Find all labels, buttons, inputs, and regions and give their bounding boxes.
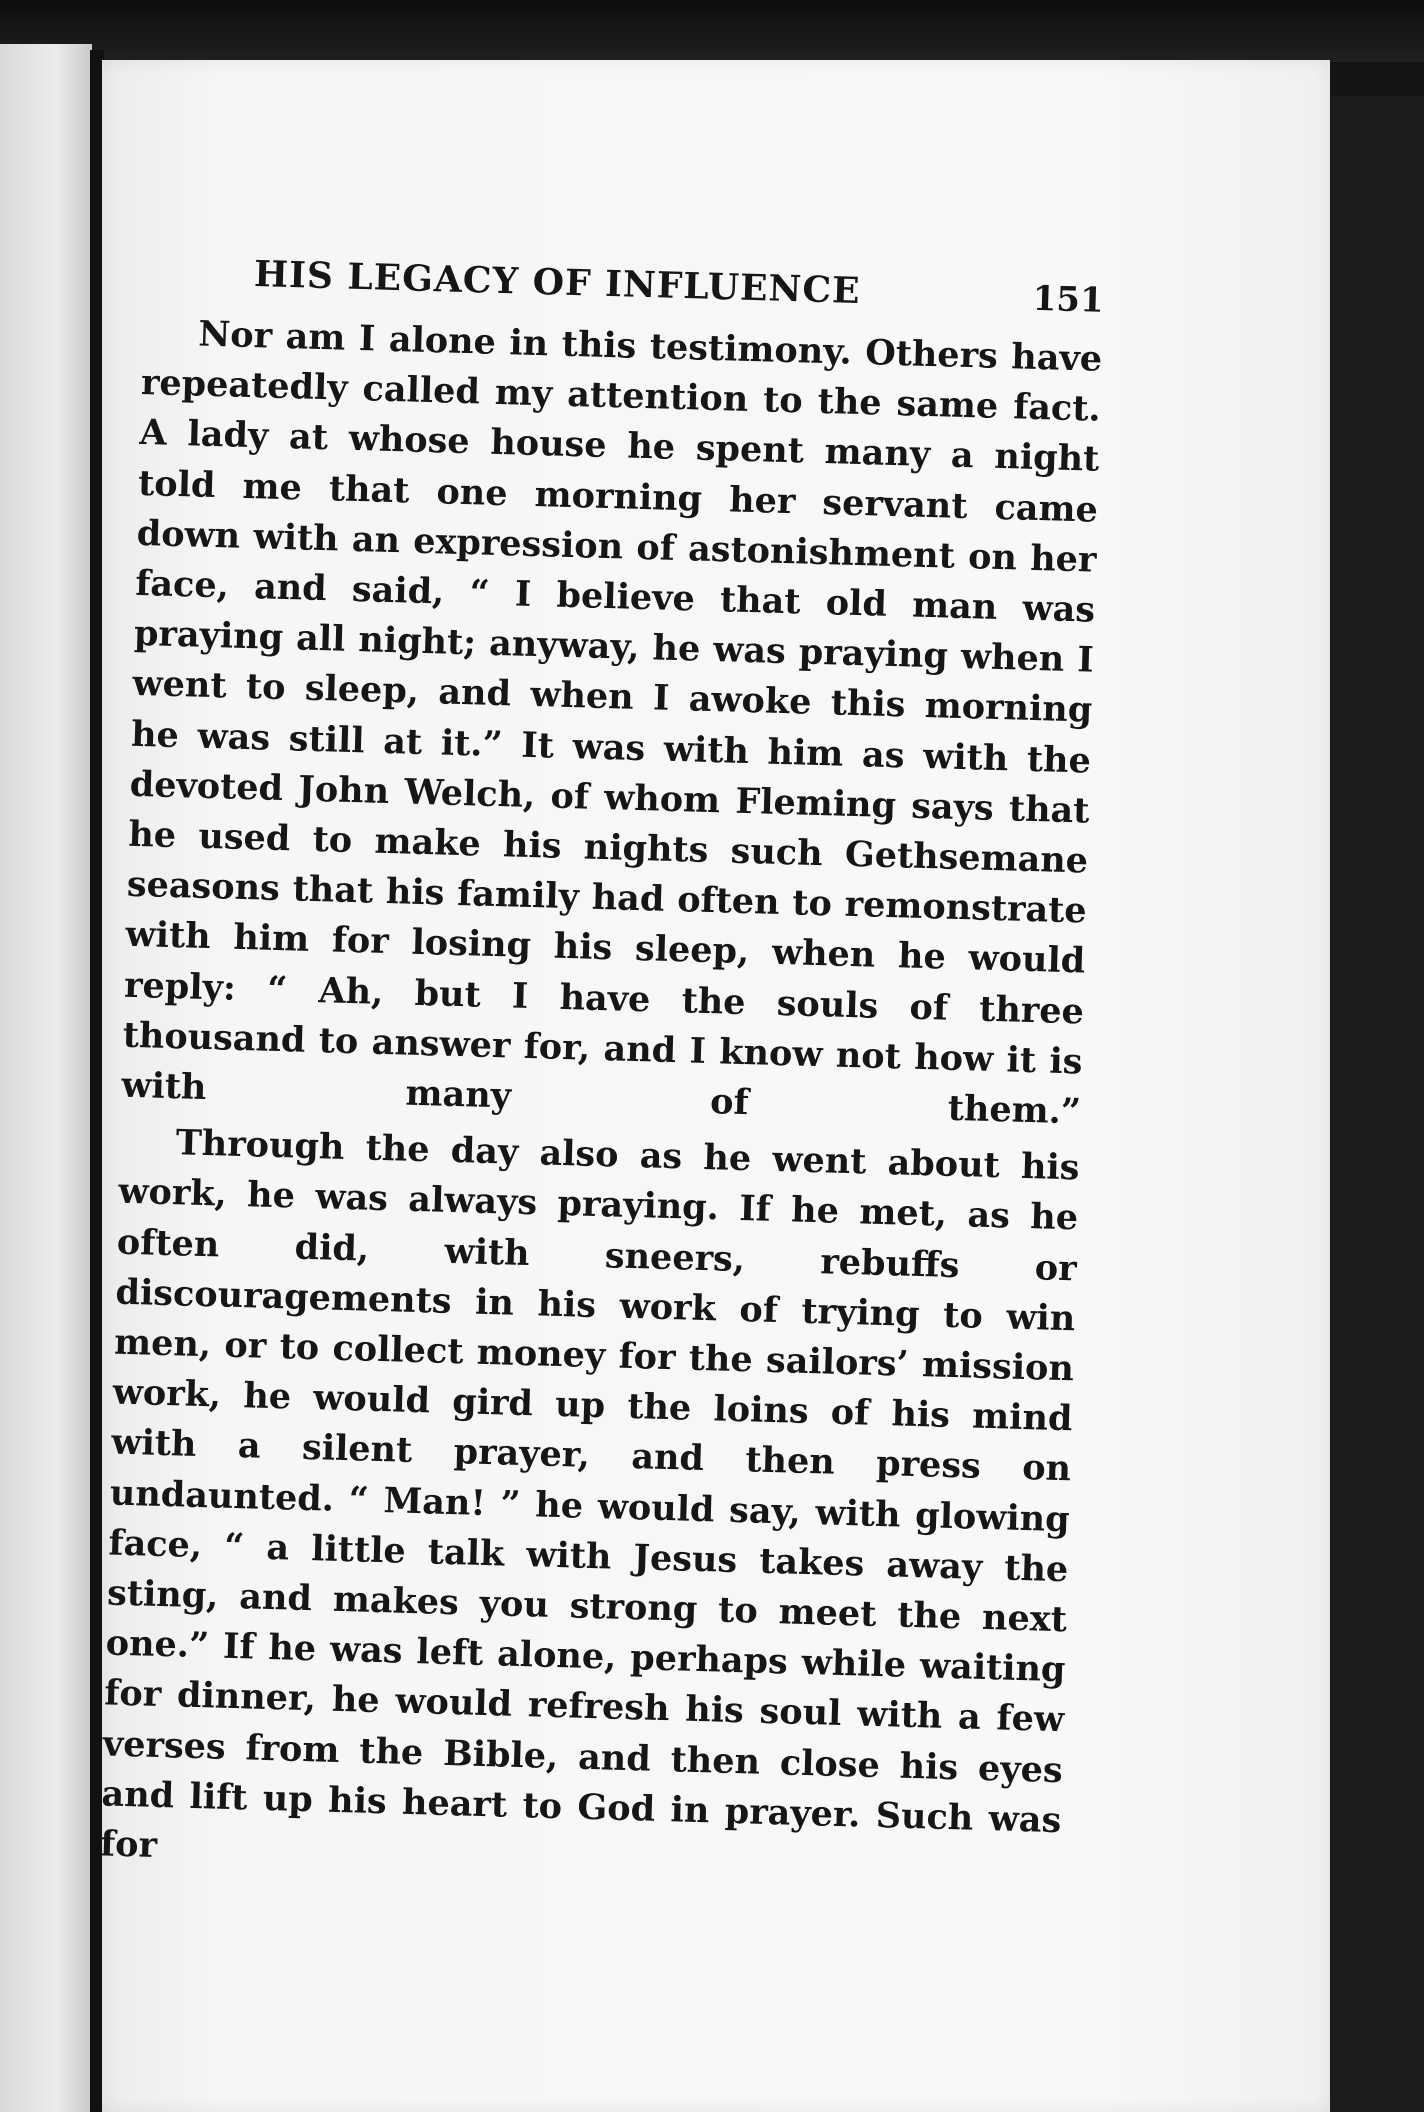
scanner-top-edge: [0, 0, 1424, 62]
running-head-title: HIS LEGACY OF INFLUENCE: [253, 253, 862, 312]
scanner-right-edge: [1330, 96, 1424, 2112]
paragraph-1: Nor am I alone in this testimony. Others have repeatedly called my attention to the same fact. A lady at whose house he spent many a night told me that one morning her servant came down with an expression of astonishment on her face, and said, “ I believe that old man was praying all night; anyway, he was praying when I went to sleep, and when I awoke this morning he was still at it.” It was with him as with the devoted John Welch, of whom Fleming says that he used to make his nights such Gethsemane seasons that his family had often to remonstrate with him for losing his sleep, when he would reply: “ Ah, but I have the souls of three thousand to answer for, and I know not how it is with many of them.”: [120, 313, 1103, 1133]
facing-page-edge: [0, 44, 92, 2112]
paragraph-2: Through the day also as he went about his work, he was always praying. If he met, as he often did, with sneers, rebuffs or discouragements in his work of trying to win men, or to collect money for the sailors’ mission work, he would gird up the loins of his mind with a silent prayer, and then press on undaunted. “ Man! ” he would say, with glowing face, “ a little talk with Jesus takes away the sting, and makes you strong to meet the next one.” If he was left alone, perhaps while waiting for dinner, he would refresh his soul with a few verses from the Bible, and then close his eyes and lift up his heart to God in prayer. Such was for: [99, 1122, 1081, 1867]
page-text-block: [99, 240, 1104, 1896]
page-number: 151: [1032, 278, 1105, 321]
